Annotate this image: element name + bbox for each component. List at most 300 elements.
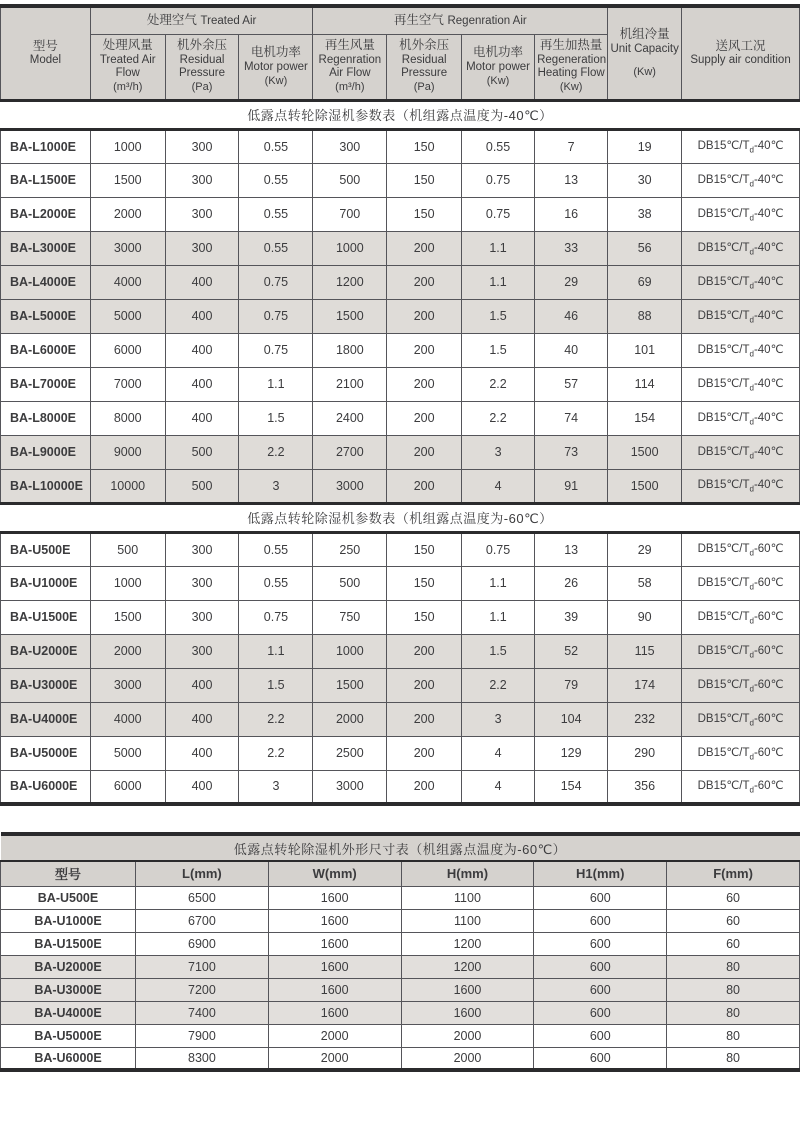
- value-cell: 88: [608, 299, 682, 333]
- supply-suffix: -40℃: [753, 377, 784, 390]
- value-cell: 69: [608, 265, 682, 299]
- value-cell: 200: [387, 435, 462, 469]
- model-header-zh: 型号: [32, 38, 58, 53]
- value-cell: 200: [387, 736, 462, 770]
- model-cell: BA-U1000E: [1, 909, 136, 932]
- supply-suffix: -60℃: [753, 678, 784, 691]
- supply-prefix: DB15℃/T: [697, 644, 750, 657]
- spec-row: [1, 231, 800, 265]
- supply-suffix: -40℃: [753, 445, 784, 458]
- value-cell: 0.75: [239, 600, 313, 634]
- value-cell: 4000: [90, 702, 165, 736]
- value-cell: 200: [387, 770, 462, 804]
- value-cell: 6500: [136, 886, 269, 909]
- value-cell: 400: [165, 265, 239, 299]
- value-cell: 60: [667, 909, 800, 932]
- model-cell: BA-L8000E: [1, 401, 91, 435]
- supply-condition-cell: [682, 469, 800, 503]
- spec-table-header: [1, 6, 800, 100]
- model-cell: BA-L4000E: [1, 265, 91, 299]
- value-cell: 115: [608, 634, 682, 668]
- value-cell: 73: [535, 435, 608, 469]
- spec-row: [1, 367, 800, 401]
- value-cell: 600: [534, 955, 667, 978]
- value-cell: 33: [535, 231, 608, 265]
- supply-subscript: d: [749, 179, 754, 189]
- value-cell: 6700: [136, 909, 269, 932]
- supply-condition-cell: [682, 333, 800, 367]
- regeneration-air-group-en: Regenration Air: [447, 15, 527, 28]
- supply-prefix: DB15℃/T: [697, 309, 750, 322]
- subcolumn-en: Residual Pressure: [401, 53, 448, 80]
- supply-condition-cell: [682, 532, 800, 566]
- model-cell: BA-L10000E: [1, 469, 91, 503]
- supply-prefix: DB15℃/T: [697, 543, 750, 556]
- value-cell: 6000: [90, 770, 165, 804]
- value-cell: 8000: [90, 401, 165, 435]
- supply-condition-cell: [682, 129, 800, 163]
- value-cell: 300: [165, 129, 239, 163]
- value-cell: 7000: [90, 367, 165, 401]
- value-cell: 0.75: [239, 265, 313, 299]
- supply-header-zh: 送风工况: [715, 38, 766, 53]
- dimension-table-title-row: [1, 834, 800, 861]
- value-cell: 1600: [268, 886, 401, 909]
- value-cell: 154: [535, 770, 608, 804]
- value-cell: 600: [534, 1047, 667, 1070]
- dimension-table-header-row: [1, 861, 800, 886]
- supply-subscript: d: [749, 281, 754, 291]
- value-cell: 30: [608, 163, 682, 197]
- value-cell: 1600: [268, 978, 401, 1001]
- supply-prefix: DB15℃/T: [697, 173, 750, 186]
- value-cell: 1600: [268, 955, 401, 978]
- value-cell: 1600: [268, 909, 401, 932]
- value-cell: 1100: [401, 909, 534, 932]
- dimension-row: [1, 1047, 800, 1070]
- regeneration-air-group-header: [313, 6, 608, 34]
- value-cell: 174: [608, 668, 682, 702]
- value-cell: 1600: [268, 932, 401, 955]
- value-cell: 3: [462, 702, 535, 736]
- value-cell: 356: [608, 770, 682, 804]
- dimension-column-header: H1(mm): [534, 861, 667, 886]
- model-cell: BA-U2000E: [1, 634, 91, 668]
- supply-subscript: d: [749, 213, 754, 223]
- value-cell: 400: [165, 367, 239, 401]
- supply-suffix: -40℃: [753, 479, 784, 492]
- value-cell: 101: [608, 333, 682, 367]
- value-cell: 0.75: [239, 333, 313, 367]
- model-cell: BA-U6000E: [1, 1047, 136, 1070]
- dimension-row: [1, 886, 800, 909]
- value-cell: 80: [667, 1024, 800, 1047]
- value-cell: 80: [667, 955, 800, 978]
- spec-row: [1, 299, 800, 333]
- value-cell: 2.2: [462, 367, 535, 401]
- value-cell: 90: [608, 600, 682, 634]
- supply-subscript: d: [749, 785, 754, 795]
- dimension-row: [1, 1001, 800, 1024]
- treated-air-group-zh: 处理空气: [146, 13, 197, 28]
- supply-suffix: -40℃: [753, 309, 784, 322]
- value-cell: 0.55: [239, 197, 313, 231]
- value-cell: 0.55: [462, 129, 535, 163]
- value-cell: 39: [535, 600, 608, 634]
- value-cell: 2.2: [462, 401, 535, 435]
- value-cell: 26: [535, 566, 608, 600]
- value-cell: 200: [387, 469, 462, 503]
- subcolumn-zh: 机外余压: [399, 38, 450, 53]
- value-cell: 400: [165, 333, 239, 367]
- value-cell: 1.5: [239, 401, 313, 435]
- subcolumn-header: [387, 34, 462, 100]
- subcolumn-en: Regeneration Heating Flow: [537, 53, 607, 80]
- regeneration-air-group-zh: 再生空气: [393, 13, 444, 28]
- supply-condition-cell: [682, 265, 800, 299]
- value-cell: 1600: [268, 1001, 401, 1024]
- unit-capacity-en: Unit Capacity: [610, 42, 679, 55]
- supply-suffix: -40℃: [753, 173, 784, 186]
- value-cell: 80: [667, 1047, 800, 1070]
- value-cell: 7400: [136, 1001, 269, 1024]
- value-cell: 10000: [90, 469, 165, 503]
- value-cell: 3: [239, 469, 313, 503]
- model-cell: BA-U5000E: [1, 736, 91, 770]
- value-cell: 40: [535, 333, 608, 367]
- supply-condition-cell: [682, 634, 800, 668]
- subcolumn-zh: 再生风量: [324, 38, 375, 53]
- supply-subscript: d: [749, 752, 754, 762]
- model-cell: BA-U3000E: [1, 978, 136, 1001]
- supply-suffix: -40℃: [753, 275, 784, 288]
- supply-subscript: d: [749, 247, 754, 257]
- value-cell: 250: [313, 532, 387, 566]
- model-cell: BA-L7000E: [1, 367, 91, 401]
- value-cell: 300: [313, 129, 387, 163]
- spec-row: [1, 566, 800, 600]
- value-cell: 232: [608, 702, 682, 736]
- value-cell: 2000: [401, 1047, 534, 1070]
- value-cell: 300: [165, 634, 239, 668]
- spec-row: [1, 634, 800, 668]
- model-cell: BA-U500E: [1, 532, 91, 566]
- value-cell: 0.55: [239, 163, 313, 197]
- supply-prefix: DB15℃/T: [697, 241, 750, 254]
- value-cell: 1600: [401, 978, 534, 1001]
- section-title: 低露点转轮除湿机参数表（机组露点温度为-60℃）: [1, 503, 800, 532]
- section-title: 低露点转轮除湿机参数表（机组露点温度为-40℃）: [1, 100, 800, 129]
- subcolumn-header: [313, 34, 387, 100]
- supply-prefix: DB15℃/T: [697, 678, 750, 691]
- value-cell: 29: [535, 265, 608, 299]
- model-cell: BA-L5000E: [1, 299, 91, 333]
- spec-row: [1, 333, 800, 367]
- section-title-row: [1, 100, 800, 129]
- value-cell: 154: [608, 401, 682, 435]
- value-cell: 300: [165, 566, 239, 600]
- supply-prefix: DB15℃/T: [697, 479, 750, 492]
- spec-row: [1, 265, 800, 299]
- subcolumn-header: [90, 34, 165, 100]
- value-cell: 600: [534, 909, 667, 932]
- model-cell: BA-L9000E: [1, 435, 91, 469]
- value-cell: 0.75: [462, 163, 535, 197]
- value-cell: 19: [608, 129, 682, 163]
- spec-table: [0, 4, 800, 806]
- supply-prefix: DB15℃/T: [697, 712, 750, 725]
- treated-air-group-en: Treated Air: [200, 15, 257, 28]
- value-cell: 150: [387, 566, 462, 600]
- value-cell: 56: [608, 231, 682, 265]
- value-cell: 2000: [90, 634, 165, 668]
- value-cell: 6000: [90, 333, 165, 367]
- subcolumn-en: Treated Air Flow: [99, 53, 156, 80]
- supply-condition-column-header: [682, 6, 800, 100]
- value-cell: 1.1: [239, 634, 313, 668]
- value-cell: 1200: [401, 932, 534, 955]
- value-cell: 46: [535, 299, 608, 333]
- supply-suffix: -40℃: [753, 343, 784, 356]
- supply-prefix: DB15℃/T: [697, 140, 750, 153]
- value-cell: 3000: [313, 469, 387, 503]
- value-cell: 1500: [90, 163, 165, 197]
- supply-condition-cell: [682, 566, 800, 600]
- subcolumn-header: [462, 34, 535, 100]
- dimension-row: [1, 955, 800, 978]
- value-cell: 5000: [90, 299, 165, 333]
- dimension-table-title: 低露点转轮除湿机外形尺寸表（机组露点温度为-60℃）: [1, 834, 800, 861]
- value-cell: 500: [165, 435, 239, 469]
- supply-prefix: DB15℃/T: [697, 275, 750, 288]
- value-cell: 2000: [268, 1047, 401, 1070]
- value-cell: 1000: [313, 634, 387, 668]
- supply-suffix: -60℃: [753, 712, 784, 725]
- model-cell: BA-L3000E: [1, 231, 91, 265]
- model-cell: BA-U1500E: [1, 600, 91, 634]
- supply-subscript: d: [749, 383, 754, 393]
- value-cell: 400: [165, 736, 239, 770]
- supply-condition-cell: [682, 197, 800, 231]
- model-cell: BA-L2000E: [1, 197, 91, 231]
- value-cell: 1000: [90, 566, 165, 600]
- spec-row: [1, 736, 800, 770]
- subcolumn-zh: 处理风量: [102, 38, 153, 53]
- value-cell: 600: [534, 978, 667, 1001]
- value-cell: 1500: [608, 435, 682, 469]
- value-cell: 3000: [90, 668, 165, 702]
- value-cell: 13: [535, 532, 608, 566]
- supply-suffix: -40℃: [753, 140, 784, 153]
- value-cell: 9000: [90, 435, 165, 469]
- model-cell: BA-U1500E: [1, 932, 136, 955]
- spec-row: [1, 600, 800, 634]
- value-cell: 200: [387, 265, 462, 299]
- value-cell: 2.2: [239, 435, 313, 469]
- value-cell: 4: [462, 469, 535, 503]
- value-cell: 200: [387, 401, 462, 435]
- subcolumn-header: [165, 34, 239, 100]
- spec-row: [1, 770, 800, 804]
- subcolumn-zh: 机外余压: [177, 38, 228, 53]
- value-cell: 150: [387, 197, 462, 231]
- supply-condition-cell: [682, 736, 800, 770]
- value-cell: 74: [535, 401, 608, 435]
- dimension-row: [1, 932, 800, 955]
- subcolumn-unit: (Kw): [264, 74, 288, 87]
- value-cell: 114: [608, 367, 682, 401]
- supply-condition-cell: [682, 299, 800, 333]
- subcolumn-unit: (m³/h): [335, 81, 365, 94]
- value-cell: 600: [534, 1024, 667, 1047]
- supply-subscript: d: [749, 616, 754, 626]
- supply-suffix: -40℃: [753, 241, 784, 254]
- supply-condition-cell: [682, 231, 800, 265]
- value-cell: 200: [387, 668, 462, 702]
- value-cell: 400: [165, 702, 239, 736]
- value-cell: 2500: [313, 736, 387, 770]
- model-cell: BA-U4000E: [1, 1001, 136, 1024]
- subcolumn-zh: 再生加热量: [539, 38, 603, 53]
- model-cell: BA-U6000E: [1, 770, 91, 804]
- value-cell: 1600: [401, 1001, 534, 1024]
- value-cell: 58: [608, 566, 682, 600]
- supply-subscript: d: [749, 582, 754, 592]
- value-cell: 80: [667, 978, 800, 1001]
- value-cell: 1200: [313, 265, 387, 299]
- value-cell: 91: [535, 469, 608, 503]
- dimension-row: [1, 909, 800, 932]
- table-gap: [0, 806, 800, 832]
- treated-air-group-header: [90, 6, 313, 34]
- value-cell: 0.75: [239, 299, 313, 333]
- supply-prefix: DB15℃/T: [697, 343, 750, 356]
- value-cell: 600: [534, 932, 667, 955]
- value-cell: 200: [387, 333, 462, 367]
- value-cell: 400: [165, 668, 239, 702]
- value-cell: 1000: [313, 231, 387, 265]
- value-cell: 300: [165, 600, 239, 634]
- subcolumn-zh: 电机功率: [250, 44, 301, 59]
- model-cell: BA-L6000E: [1, 333, 91, 367]
- value-cell: 57: [535, 367, 608, 401]
- value-cell: 104: [535, 702, 608, 736]
- supply-subscript: d: [749, 650, 754, 660]
- supply-suffix: -40℃: [753, 411, 784, 424]
- model-cell: BA-U500E: [1, 886, 136, 909]
- value-cell: 16: [535, 197, 608, 231]
- supply-prefix: DB15℃/T: [697, 610, 750, 623]
- value-cell: 1500: [313, 668, 387, 702]
- value-cell: 0.55: [239, 566, 313, 600]
- supply-suffix: -60℃: [753, 780, 784, 793]
- subcolumn-unit: (m³/h): [113, 81, 143, 94]
- supply-subscript: d: [749, 484, 754, 494]
- value-cell: 3000: [90, 231, 165, 265]
- model-cell: BA-L1000E: [1, 129, 91, 163]
- value-cell: 0.55: [239, 532, 313, 566]
- value-cell: 290: [608, 736, 682, 770]
- unit-capacity-unit: (Kw): [633, 66, 656, 79]
- model-cell: BA-U1000E: [1, 566, 91, 600]
- value-cell: 4: [462, 770, 535, 804]
- subcolumn-en: Motor power: [466, 60, 530, 73]
- value-cell: 700: [313, 197, 387, 231]
- value-cell: 1000: [90, 129, 165, 163]
- value-cell: 400: [165, 299, 239, 333]
- supply-prefix: DB15℃/T: [697, 576, 750, 589]
- supply-suffix: -60℃: [753, 644, 784, 657]
- value-cell: 500: [165, 469, 239, 503]
- value-cell: 300: [165, 231, 239, 265]
- value-cell: 200: [387, 367, 462, 401]
- dimension-table: [0, 832, 800, 1072]
- value-cell: 1500: [608, 469, 682, 503]
- supply-prefix: DB15℃/T: [697, 207, 750, 220]
- value-cell: 500: [90, 532, 165, 566]
- value-cell: 7200: [136, 978, 269, 1001]
- value-cell: 1100: [401, 886, 534, 909]
- model-cell: BA-L1500E: [1, 163, 91, 197]
- supply-prefix: DB15℃/T: [697, 377, 750, 390]
- supply-subscript: d: [749, 315, 754, 325]
- value-cell: 2000: [401, 1024, 534, 1047]
- value-cell: 1.5: [462, 299, 535, 333]
- value-cell: 2000: [90, 197, 165, 231]
- supply-suffix: -60℃: [753, 576, 784, 589]
- value-cell: 300: [165, 532, 239, 566]
- subcolumn-en: Residual Pressure: [179, 53, 226, 80]
- supply-condition-cell: [682, 435, 800, 469]
- value-cell: 1.1: [462, 600, 535, 634]
- value-cell: 29: [608, 532, 682, 566]
- model-cell: BA-U2000E: [1, 955, 136, 978]
- value-cell: 2.2: [239, 702, 313, 736]
- value-cell: 1200: [401, 955, 534, 978]
- supply-condition-cell: [682, 600, 800, 634]
- value-cell: 300: [165, 163, 239, 197]
- value-cell: 0.75: [462, 197, 535, 231]
- subcolumn-unit: (Pa): [191, 81, 213, 94]
- value-cell: 52: [535, 634, 608, 668]
- value-cell: 5000: [90, 736, 165, 770]
- dimension-column-header: 型号: [1, 861, 136, 886]
- value-cell: 0.55: [239, 231, 313, 265]
- dimension-column-header: F(mm): [667, 861, 800, 886]
- subcolumn-en: Regenration Air Flow: [318, 53, 382, 80]
- value-cell: 60: [667, 932, 800, 955]
- value-cell: 1.1: [462, 231, 535, 265]
- model-header-en: Model: [29, 54, 62, 67]
- value-cell: 1.1: [239, 367, 313, 401]
- value-cell: 500: [313, 566, 387, 600]
- value-cell: 129: [535, 736, 608, 770]
- value-cell: 2.2: [462, 668, 535, 702]
- unit-capacity-zh: 机组冷量: [619, 27, 670, 42]
- spec-row: [1, 469, 800, 503]
- supply-header-en: Supply air condition: [690, 54, 791, 67]
- supply-condition-cell: [682, 668, 800, 702]
- supply-prefix: DB15℃/T: [697, 746, 750, 759]
- section-title-row: [1, 503, 800, 532]
- spec-row: [1, 435, 800, 469]
- spec-row: [1, 668, 800, 702]
- value-cell: 3000: [313, 770, 387, 804]
- value-cell: 2000: [313, 702, 387, 736]
- value-cell: 200: [387, 231, 462, 265]
- spec-row: [1, 401, 800, 435]
- dimension-column-header: W(mm): [268, 861, 401, 886]
